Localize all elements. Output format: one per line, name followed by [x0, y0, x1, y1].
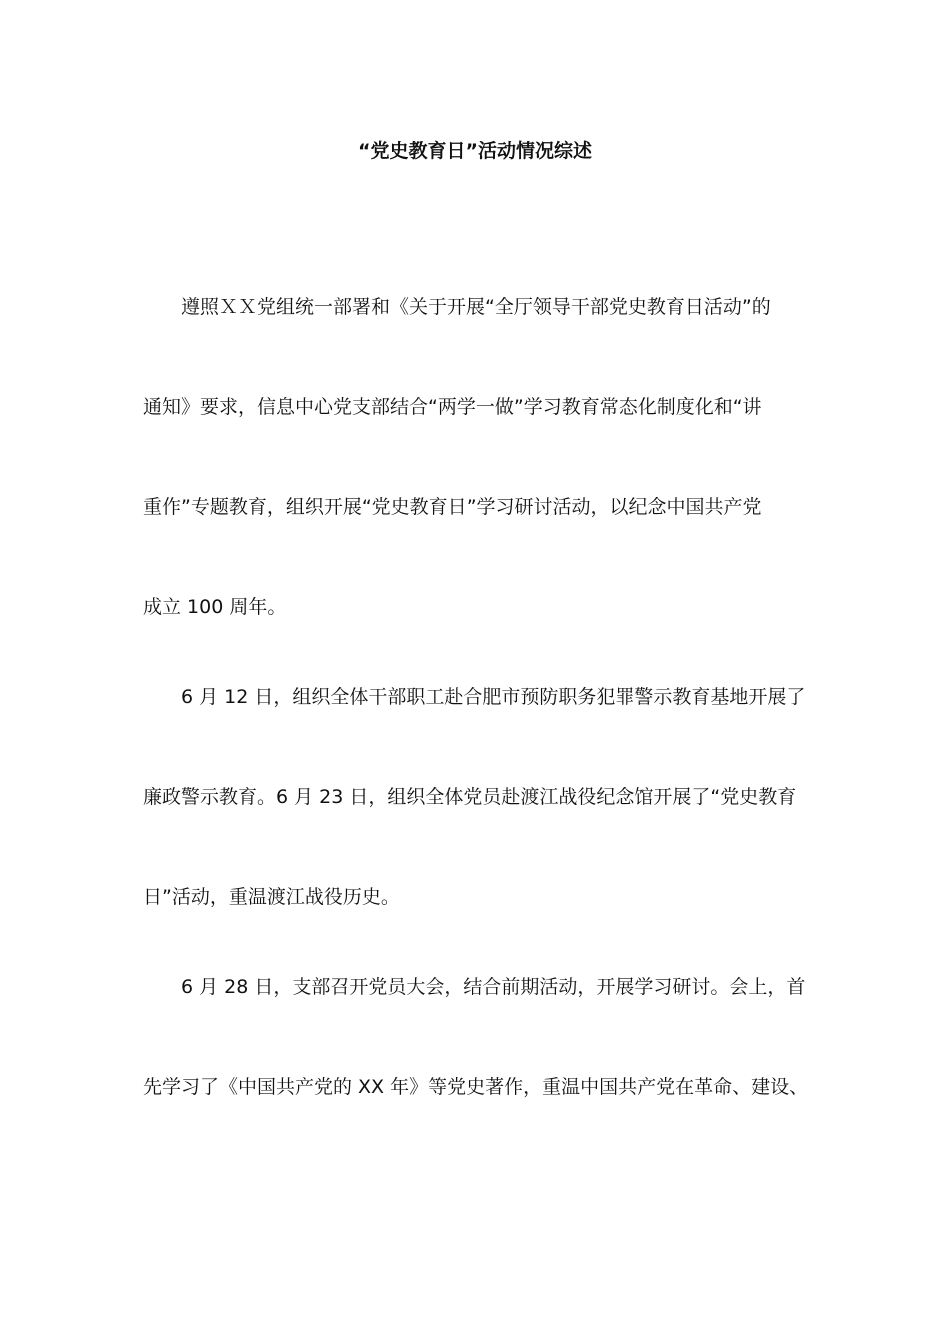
paragraph-2-line-1: 6 月 12 日，组织全体干部职工赴合肥市预防职务犯罪警示教育基地开展了	[181, 686, 806, 708]
paragraph-1-line-3: 重作”专题教育，组织开展“党史教育日”学习研讨活动，以纪念中国共产党	[143, 496, 762, 518]
paragraph-3-line-2: 先学习了《中国共产党的 XX 年》等党史著作，重温中国共产党在革命、建设、	[143, 1076, 809, 1098]
paragraph-1-line-1: 遵照ＸＸ党组统一部署和《关于开展“全厅领导干部党史教育日活动”的	[181, 296, 771, 318]
document-title: “党史教育日”活动情况综述	[358, 140, 592, 162]
paragraph-3-line-1: 6 月 28 日，支部召开党员大会，结合前期活动，开展学习研讨。会上，首	[181, 976, 806, 998]
paragraph-2-line-3: 日”活动，重温渡江战役历史。	[143, 886, 400, 908]
paragraph-2-line-2: 廉政警示教育。6 月 23 日，组织全体党员赴渡江战役纪念馆开展了“党史教育	[143, 786, 797, 808]
paragraph-1-line-2: 通知》要求，信息中心党支部结合“两学一做”学习教育常态化制度化和“讲	[143, 396, 762, 418]
paragraph-1-line-4: 成立 100 周年。	[143, 596, 287, 618]
